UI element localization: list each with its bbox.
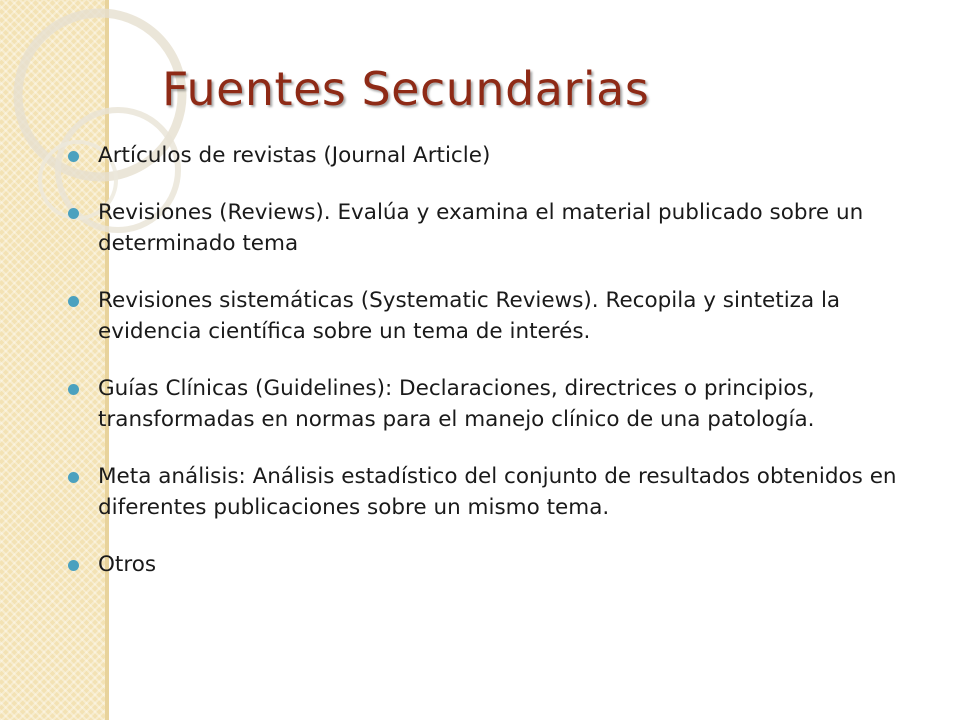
bullet-text: Meta análisis: Análisis estadístico del conjunto de resultados obtenidos en diferentes publicaciones sobre un mismo tema. xyxy=(98,464,897,520)
bullet-icon xyxy=(68,560,79,571)
list-item xyxy=(68,285,898,347)
list-item xyxy=(68,197,898,259)
bullet-icon xyxy=(68,472,79,483)
bullet-text: Artículos de revistas (Journal Article) xyxy=(98,143,491,168)
list-item xyxy=(68,373,898,435)
bullet-text: Revisiones (Reviews). Evalúa y examina el material publicado sobre un determinado tema xyxy=(98,200,864,256)
bullet-icon xyxy=(68,296,79,307)
bullet-text: Revisiones sistemáticas (Systematic Reviews). Recopila y sintetiza la evidencia científica sobre un tema de interés. xyxy=(98,288,841,344)
bullet-icon xyxy=(68,151,79,162)
bullet-icon xyxy=(68,208,79,219)
list-item xyxy=(68,461,898,523)
bullet-text: Guías Clínicas (Guidelines): Declaraciones, directrices o principios, transformadas en normas para el manejo clínico de una patología. xyxy=(98,376,815,432)
bullet-text: Otros xyxy=(98,552,157,577)
bullet-icon xyxy=(68,384,79,395)
bullet-list xyxy=(68,140,898,606)
page-title: Fuentes Secundarias xyxy=(162,62,650,116)
list-item xyxy=(68,140,898,171)
list-item xyxy=(68,549,898,580)
